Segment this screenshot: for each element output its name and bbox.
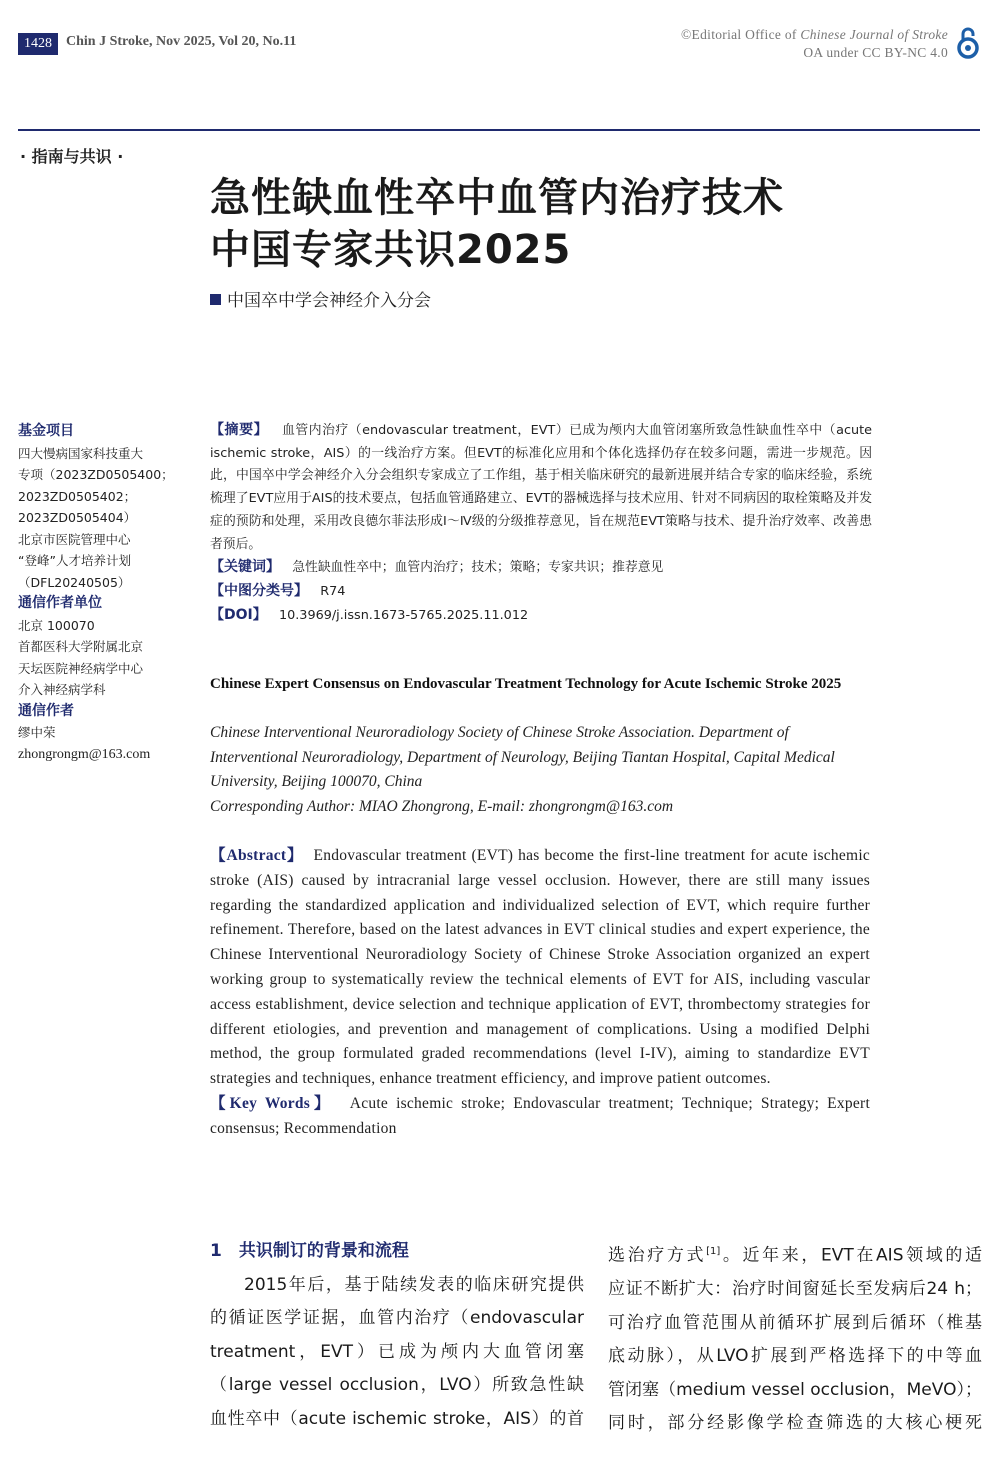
en-keywords-label: 【Key Words】 — [210, 1094, 334, 1112]
cn-abstract-paragraph — [210, 419, 872, 556]
author-organization — [210, 286, 431, 311]
license-text: OA under CC BY-NC 4.0 — [803, 45, 948, 60]
article-sidebar — [18, 421, 178, 765]
square-bullet-icon — [210, 294, 221, 305]
clc-label: 【中图分类号】 — [210, 582, 308, 599]
body-line: treatment，EVT）已成为颅内大血管闭塞 — [210, 1341, 584, 1362]
chinese-abstract — [210, 419, 872, 627]
body-line: 应证不断扩大：治疗时间窗延长至发病后24 h； — [608, 1279, 982, 1300]
journal-info: Chin J Stroke, Nov 2025, Vol 20, No.11 — [66, 34, 297, 49]
doi-label: 【DOI】 — [210, 606, 267, 623]
clc-number — [210, 580, 872, 604]
body-column-right — [608, 1235, 982, 1441]
corresponding-email[interactable]: zhongrongm@163.com — [18, 746, 151, 762]
doi — [210, 604, 872, 628]
copyright-prefix: ©Editorial Office of — [680, 27, 801, 42]
body-line: 2015年后，基于陆续发表的临床研究提供 — [244, 1274, 584, 1295]
page-title — [210, 172, 784, 276]
section-tag: · 指南与共识 · — [20, 147, 124, 166]
copyright-notice — [681, 26, 948, 62]
body-text: 。近年来，EVT在AIS领域的适 — [720, 1245, 982, 1266]
funding-line: 专项（2023ZD0505400； — [18, 467, 174, 482]
copyright-journal: Chinese Journal of Stroke — [800, 27, 948, 42]
title-line-2: 中国专家共识2025 — [210, 227, 572, 273]
en-abstract-text: Endovascular treatment (EVT) has become the first-line treatment for acute ischemic stroke (AIS) caused by intracranial large vessel occlusion. However, there are still many issues regarding the standardized application and individualized selection of EVT, which require further refinement. Therefore, based on the latest advances in EVT clinical studies and expert experience, the Chinese Interventional Neuroradiology Society of Chinese Stroke Association organized an expert working group to systematically review the technical elements of EVT for AIS, including vascular access establishment, device selection and technique application of EVT, thrombectomy strategies for different etiologies, and prevention and management of complications. Using a modified Delphi method, the group formulated graded recommendations (level I-IV), aiming to standardize EVT strategies and techniques, enhance treatment efficiency, and improve patient outcomes. — [210, 847, 871, 1088]
funding-line: 北京市医院管理中心 — [18, 531, 131, 547]
cn-abstract-label: 【摘要】 — [210, 422, 269, 438]
cn-keywords — [210, 556, 872, 580]
cn-keywords-label: 【关键词】 — [210, 559, 280, 576]
affiliation-line: 北京 100070 — [18, 617, 95, 633]
en-abstract-paragraph — [210, 844, 870, 1092]
body-text: 选治疗方式 — [608, 1245, 707, 1266]
body-line: （large vessel occlusion，LVO）所致急性缺 — [210, 1375, 584, 1395]
body-line: 血性卒中（acute ischemic stroke，AIS）的首 — [210, 1408, 584, 1429]
open-access-lock-icon — [956, 26, 980, 60]
page-number: 1428 — [18, 33, 58, 55]
corresponding-name: 缪中荣 — [18, 725, 56, 740]
funding-line: 2023ZD0505404） — [18, 510, 137, 525]
cn-abstract-text: 血管内治疗（endovascular treatment，EVT）已成为颅内大血管闭塞所致急性缺血性卒中（acute ischemic stroke，AIS）的一线治疗方案。但EVT的标准化应用和个体化选择仍存在较多问题，需进一步规范。因此，中国卒中学会神经介入分会组织专家成立了工作组，基于相关临床研究的最新进展并结合专家的临床经验，系统梳理了EVT应用于AIS的技术要点，包括血管通路建立、EVT的器械选择与技术应用、针对不同病因的取栓策略及并发症的预防和处理，采用改良德尔菲法形成Ⅰ～Ⅳ级的分级推荐意见，旨在规范EVT策略与技术、提升治疗效率、改善患者预后。 — [210, 423, 873, 552]
body-line: 的循证医学证据，血管内治疗（endovascular — [210, 1308, 584, 1328]
header-rule — [18, 129, 980, 131]
affiliation-line: 介入神经病学科 — [18, 682, 106, 697]
en-keywords-text: Acute ischemic stroke; Endovascular treatment; Technique; Strategy; Expert consensus; Recommendation — [210, 1094, 871, 1137]
funding-line: “登峰”人才培养计划 — [18, 553, 131, 568]
clc-value: R74 — [320, 583, 346, 599]
reference-marker[interactable]: [1] — [706, 1246, 721, 1257]
english-abstract — [210, 844, 870, 1142]
doi-value[interactable]: 10.3969/j.issn.1673-5765.2025.11.012 — [278, 607, 529, 623]
section-heading: 1 共识制订的背景和流程 — [210, 1241, 409, 1261]
english-affiliation-block — [210, 721, 872, 820]
affiliation-line: 首都医科大学附属北京 — [18, 639, 144, 654]
funding-line: 2023ZD0505402； — [18, 488, 137, 504]
cn-keywords-text: 急性缺血性卒中；血管内治疗；技术；策略；专家共识；推荐意见 — [292, 560, 664, 576]
funding-line: （DFL20240505） — [18, 574, 131, 590]
english-corresponding: Corresponding Author: MIAO Zhongrong, E-mail: zhongrongm@163.com — [210, 798, 674, 816]
english-affiliation: Chinese Interventional Neuroradiology Society of Chinese Stroke Association. Department of Interventional Neuroradiology, Department of Neurology, Beijing Tiantan Hospital, Capital Medical University, Beijing 100070, China — [210, 724, 835, 791]
funding-line: 四大慢病国家科技重大 — [18, 445, 144, 461]
funding-label: 基金项目 — [18, 423, 74, 439]
body-column-left — [210, 1235, 584, 1436]
organization-name: 中国卒中学会神经介入分会 — [227, 291, 431, 311]
en-keywords — [210, 1092, 870, 1142]
body-line: 可治疗血管范围从前循环扩展到后循环（椎基 — [608, 1312, 982, 1333]
en-abstract-label: 【Abstract】 — [210, 847, 304, 864]
body-line: 同时，部分经影像学检查筛选的大核心梗死 — [608, 1413, 982, 1434]
affiliation-label: 通信作者单位 — [18, 595, 102, 611]
body-line: 底动脉），从LVO扩展到严格选择下的中等血 — [608, 1346, 982, 1367]
body-line — [608, 1235, 982, 1273]
corresponding-label: 通信作者 — [18, 702, 74, 719]
english-title: Chinese Expert Consensus on Endovascular Treatment Technology for Acute Ischemic Stroke 2025 — [210, 676, 842, 692]
body-line: 管闭塞（medium vessel occlusion，MeVO）； — [608, 1379, 982, 1400]
title-line-1: 急性缺血性卒中血管内治疗技术 — [210, 175, 784, 221]
affiliation-line: 天坛医院神经病学中心 — [18, 660, 144, 676]
